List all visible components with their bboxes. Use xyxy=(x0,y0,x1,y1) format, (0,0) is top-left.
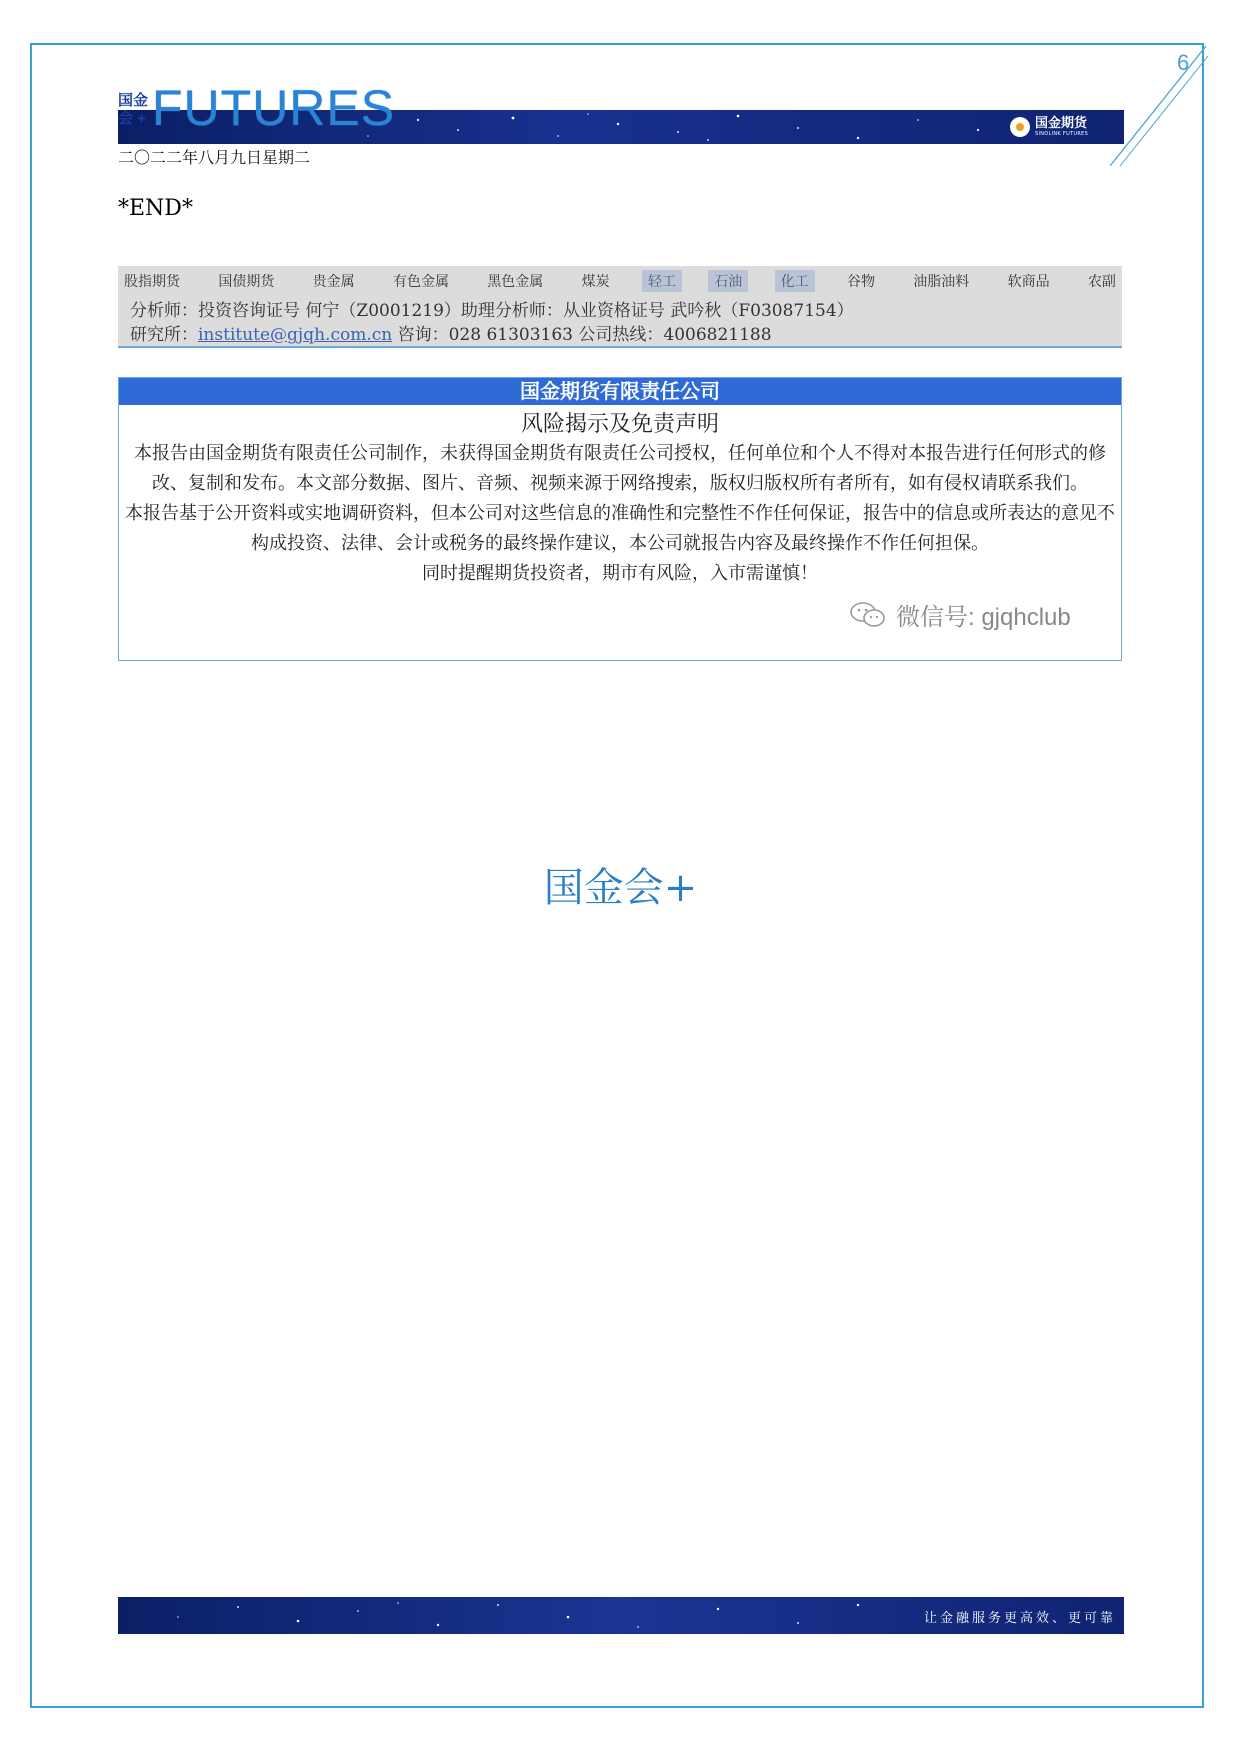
footer-banner xyxy=(118,1597,1124,1634)
info-block xyxy=(118,266,1122,348)
institute-label: 研究所： xyxy=(130,325,198,345)
contact-info: 咨询：028 61303163 公司热线：4006821188 xyxy=(397,325,772,345)
report-date: 二〇二二年八月九日星期二 xyxy=(118,148,311,167)
category-item[interactable]: 贵金属 xyxy=(312,274,355,290)
disclaimer-company-header: 国金期货有限责任公司 xyxy=(119,378,1121,405)
institute-line xyxy=(130,320,772,345)
brand-futures-wordmark: FUTURES xyxy=(152,80,396,136)
disclaimer-title: 风险揭示及免责声明 xyxy=(520,412,719,437)
corner-decoration xyxy=(1110,40,1210,170)
analyst-line: 分析师：投资咨询证号 何宁（Z0001219）助理分析师：从业资格证号 武吟秋（F03087154） xyxy=(130,301,854,321)
wechat-id: 微信号: gjqhclub xyxy=(896,604,1071,631)
category-item[interactable]: 农副 xyxy=(1087,274,1116,290)
center-brand: 国金会+ xyxy=(543,865,698,911)
institute-email-link[interactable]: institute@gjqh.com.cn xyxy=(198,325,393,345)
category-item-highlighted[interactable]: 石油 xyxy=(708,270,748,292)
logo-cn-text: 国金期货 xyxy=(1035,115,1088,131)
logo-en-text: SINOLINK FUTURES xyxy=(1035,130,1089,137)
category-item[interactable]: 谷物 xyxy=(846,274,875,290)
category-item[interactable]: 股指期货 xyxy=(124,274,180,290)
disclaimer-paragraph: 本报告由国金期货有限责任公司制作，未获得国金期货有限责任公司授权，任何单位和个人不得对本报告进行任何形式的修改、复制和发布。本文部分数据、图片、音频、视频来源于网络搜索，版权归版权所有者所有，如有侵权请联系我们。 xyxy=(134,443,1106,494)
company-logo xyxy=(1010,114,1088,140)
page-number: 6 xyxy=(1177,50,1190,75)
category-row xyxy=(118,270,1122,292)
wechat-icon xyxy=(848,600,888,630)
disclaimer-paragraph: 同时提醒期货投资者，期市有风险，入市需谨慎！ xyxy=(422,563,818,584)
footer-slogan: 让金融服务更高效、更可靠 xyxy=(923,1611,1116,1626)
category-item[interactable]: 国债期货 xyxy=(218,274,275,290)
end-mark: *END* xyxy=(118,196,193,221)
category-item[interactable]: 黑色金属 xyxy=(487,274,544,290)
disclaimer-paragraph: 本报告基于公开资料或实地调研资料，但本公司对这些信息的准确性和完整性不作任何保证，报告中的信息或所表达的意见不构成投资、法律、会计或税务的最终操作建议，本公司就报告内容及最终操作不作任何担保。 xyxy=(125,503,1115,554)
category-item[interactable]: 煤炭 xyxy=(581,274,610,290)
logo-circle-icon xyxy=(1010,117,1030,137)
category-item-highlighted[interactable]: 化工 xyxy=(775,270,815,292)
category-item-highlighted[interactable]: 轻工 xyxy=(642,270,682,292)
category-item[interactable]: 油脂油料 xyxy=(913,274,970,290)
wechat-watermark xyxy=(848,597,1071,632)
brand-small-logo: 国金会 + xyxy=(118,92,149,127)
category-item[interactable]: 有色金属 xyxy=(392,274,449,290)
category-item[interactable]: 软商品 xyxy=(1007,274,1050,290)
